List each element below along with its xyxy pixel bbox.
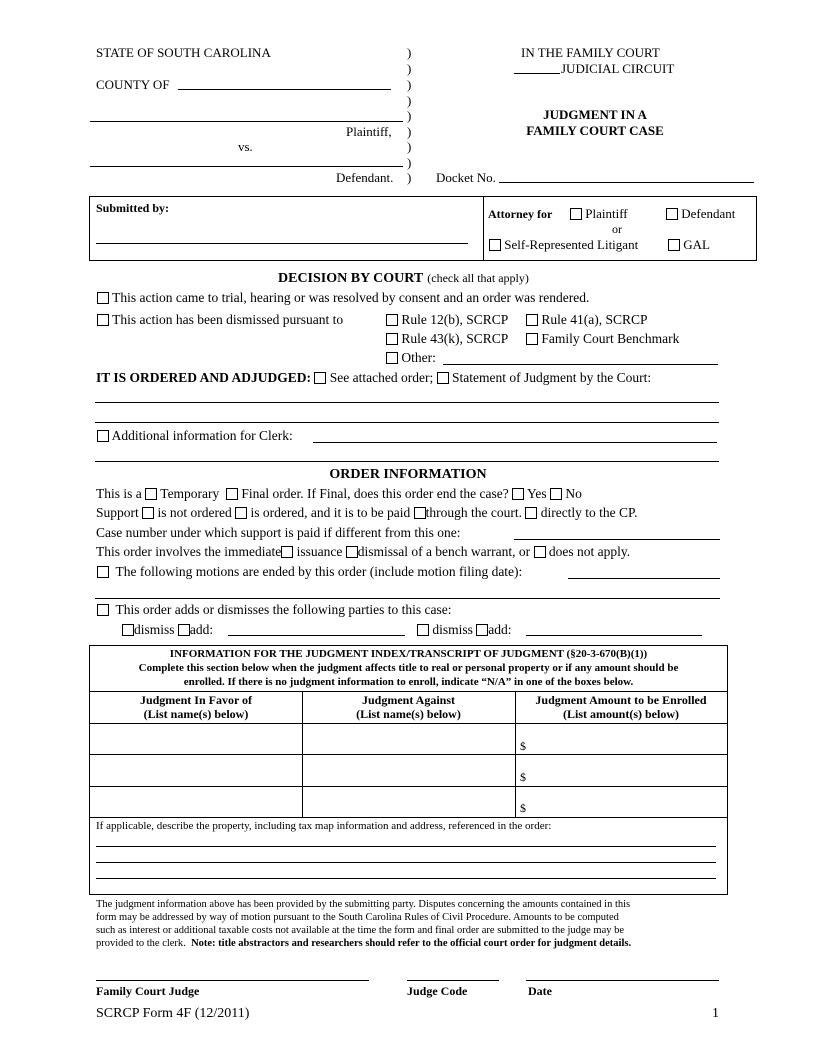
additional-info-field-2[interactable]	[95, 461, 719, 462]
statement-checkbox[interactable]	[437, 372, 449, 384]
parties-checkbox[interactable]	[97, 604, 109, 616]
additional-info-checkbox[interactable]	[97, 430, 109, 442]
dismissed-checkbox[interactable]	[97, 314, 109, 326]
add-field-2[interactable]	[526, 635, 702, 636]
state-label: STATE OF SOUTH CAROLINA	[96, 45, 271, 60]
order-info-heading: ORDER INFORMATION	[329, 467, 487, 482]
plaintiff-label: Plaintiff,	[346, 124, 392, 139]
temporary-checkbox[interactable]	[145, 488, 157, 500]
plaintiff-name-field[interactable]	[90, 121, 403, 122]
case-number-field[interactable]	[514, 539, 720, 540]
final-checkbox[interactable]	[226, 488, 238, 500]
rule12-checkbox[interactable]	[386, 314, 398, 326]
additional-info-option[interactable]: Additional information for Clerk:	[97, 428, 293, 444]
support-ordered-checkbox[interactable]	[235, 507, 247, 519]
favor-cell[interactable]	[91, 724, 301, 754]
not-apply-checkbox[interactable]	[534, 546, 546, 558]
rule41-option[interactable]: Rule 41(a), SCRCP	[526, 312, 648, 328]
or-label: or	[612, 222, 622, 236]
judgment-index-instr-2: enrolled. If there is no judgment information to enroll, indicate “N/A” in one of the boxes below.	[183, 676, 634, 688]
motions-option[interactable]: The following motions are ended by this order (include motion filing date):	[97, 564, 522, 580]
other-checkbox[interactable]	[386, 352, 398, 364]
other-option[interactable]: Other:	[386, 350, 436, 366]
judgment-index-heading: INFORMATION FOR THE JUDGMENT INDEX/TRANSCRIPT OF JUDGMENT (§20-3-670(B)(1))	[169, 648, 648, 660]
self-rep-checkbox[interactable]	[489, 239, 501, 251]
statement-line-2[interactable]	[95, 422, 719, 423]
form-title-2: FAMILY COURT CASE	[526, 123, 664, 138]
add-checkbox-1[interactable]	[178, 624, 190, 636]
dismiss-checkbox-1[interactable]	[122, 624, 134, 636]
amount-cell[interactable]: $	[520, 801, 526, 815]
property-line-2[interactable]	[96, 862, 716, 863]
benchmark-checkbox[interactable]	[526, 333, 538, 345]
decision-heading: DECISION BY COURT (check all that apply)	[278, 271, 529, 286]
col-amount-header: Judgment Amount to be Enrolled (List amount(s) below)	[535, 693, 707, 721]
issuance-checkbox[interactable]	[281, 546, 293, 558]
see-attached-label: See attached order;	[329, 370, 434, 385]
judge-code-field[interactable]	[407, 980, 499, 981]
see-attached-checkbox[interactable]	[314, 372, 326, 384]
judgment-index-instr-1: Complete this section below when the judgment affects title to real or personal property or if any amount should be	[138, 662, 679, 674]
circuit-field[interactable]	[514, 73, 560, 74]
submitted-by-label: Submitted by:	[96, 201, 170, 215]
form-title-1: JUDGMENT IN A	[543, 107, 647, 122]
attorney-plaintiff-option[interactable]: Plaintiff	[570, 206, 628, 221]
dismiss-checkbox-2[interactable]	[417, 624, 429, 636]
rule43-option[interactable]: Rule 43(k), SCRCP	[386, 331, 508, 347]
court-label: IN THE FAMILY COURT	[521, 45, 660, 60]
against-cell[interactable]	[303, 724, 515, 754]
trial-option[interactable]: This action came to trial, hearing or was resolved by consent and an order was rendered.	[97, 290, 589, 306]
county-field[interactable]	[178, 89, 391, 90]
against-cell[interactable]	[303, 755, 515, 785]
statement-line-1[interactable]	[95, 402, 719, 403]
form-number: SCRCP Form 4F (12/2011)	[96, 1006, 250, 1021]
property-line-1[interactable]	[96, 846, 716, 847]
ordered-label: IT IS ORDERED AND ADJUDGED:	[96, 370, 312, 385]
defendant-label: Defendant.	[336, 170, 394, 185]
add-field-1[interactable]	[228, 635, 405, 636]
property-label: If applicable, describe the property, including tax map information and address, referenced in the order:	[96, 820, 552, 832]
docket-field[interactable]	[499, 182, 754, 183]
disclaimer: The judgment information above has been provided by the submitting party. Disputes concerning the amounts contained in this form may be addressed by way of motion pursuant to the South Carolina Rules of Civil Procedure. Amounts to be computed such as interest or additional taxable costs not available at the time the form and final order are submitted to the judge may be provided to the clerk. Note: title abstractors and researchers should refer to the official court order for judgment details.	[96, 899, 632, 949]
circuit-label: JUDICIAL CIRCUIT	[561, 61, 675, 76]
attorney-plaintiff-checkbox[interactable]	[570, 208, 582, 220]
favor-cell[interactable]	[91, 787, 301, 817]
amount-cell[interactable]: $	[520, 770, 526, 784]
motions-field-2[interactable]	[95, 598, 720, 599]
dismissed-option[interactable]: This action has been dismissed pursuant to	[97, 312, 343, 328]
amount-cell[interactable]: $	[520, 739, 526, 753]
rule43-checkbox[interactable]	[386, 333, 398, 345]
other-field[interactable]	[443, 364, 718, 365]
dismissal-checkbox[interactable]	[346, 546, 358, 558]
bench-warrant-row: This order involves the immediate issuance dismissal of a bench warrant, or does not apply.	[96, 544, 631, 559]
submitted-by-box	[89, 196, 757, 261]
benchmark-option[interactable]: Family Court Benchmark	[526, 331, 679, 347]
parties-dismiss-add-2: dismiss add:	[417, 622, 512, 638]
additional-info-field-1[interactable]	[313, 442, 717, 443]
submitted-by-field[interactable]	[96, 243, 468, 244]
docket-label: Docket No.	[436, 170, 496, 185]
support-not-ordered-checkbox[interactable]	[142, 507, 154, 519]
motions-checkbox[interactable]	[97, 566, 109, 578]
case-number-label: Case number under which support is paid if different from this one:	[96, 525, 461, 540]
county-label: COUNTY OF	[96, 77, 170, 92]
col-favor-header: Judgment In Favor of (List name(s) below)	[139, 693, 253, 721]
page-number: 1	[712, 1006, 719, 1021]
defendant-name-field[interactable]	[90, 166, 403, 167]
through-court-checkbox[interactable]	[414, 507, 426, 519]
support-row: Support is not ordered is ordered, and it is to be paid through the court. directly to the CP.	[96, 505, 638, 520]
favor-cell[interactable]	[91, 755, 301, 785]
rule41-checkbox[interactable]	[526, 314, 538, 326]
parties-option[interactable]: This order adds or dismisses the following parties to this case:	[97, 602, 451, 618]
yes-checkbox[interactable]	[512, 488, 524, 500]
attorney-defendant-option[interactable]: Defendant	[666, 206, 735, 221]
statement-label: Statement of Judgment by the Court:	[452, 370, 652, 385]
property-line-3[interactable]	[96, 878, 716, 879]
vs-label: vs.	[238, 139, 253, 154]
judge-code-label: Judge Code	[407, 984, 468, 998]
rule12-option[interactable]: Rule 12(b), SCRCP	[386, 312, 508, 328]
judge-label: Family Court Judge	[96, 984, 200, 998]
attorney-defendant-checkbox[interactable]	[666, 208, 678, 220]
motions-field-1[interactable]	[568, 578, 720, 579]
directly-cp-checkbox[interactable]	[525, 507, 537, 519]
col-against-header: Judgment Against (List name(s) below)	[356, 693, 461, 721]
no-checkbox[interactable]	[550, 488, 562, 500]
date-label: Date	[528, 984, 552, 998]
order-type-row: This is a Temporary Final order. If Final, does this order end the case? Yes No	[96, 486, 582, 501]
gal-checkbox[interactable]	[668, 239, 680, 251]
against-cell[interactable]	[303, 787, 515, 817]
parties-dismiss-add-1: dismiss add:	[122, 622, 213, 638]
trial-checkbox[interactable]	[97, 292, 109, 304]
attorney-for-label: Attorney for	[488, 207, 553, 221]
add-checkbox-2[interactable]	[476, 624, 488, 636]
ordered-row	[96, 370, 651, 386]
date-field[interactable]	[526, 980, 719, 981]
gal-option[interactable]: GAL	[668, 237, 710, 252]
judge-signature-field[interactable]	[96, 980, 369, 981]
self-rep-option[interactable]: Self-Represented Litigant	[489, 237, 638, 252]
